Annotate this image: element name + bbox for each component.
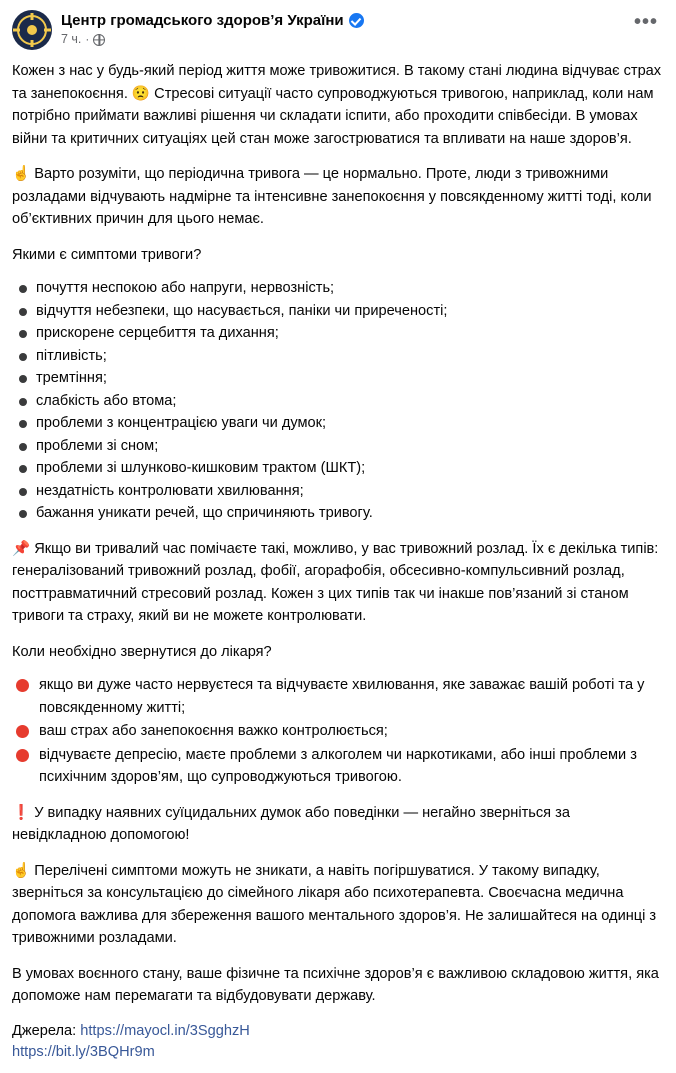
source-link-2[interactable]: https://bit.ly/3BQHr9m [12, 1043, 155, 1060]
list-item: прискорене серцебиття та дихання; [12, 322, 664, 345]
avatar[interactable] [12, 10, 52, 50]
list-item: почуття неспокою або напруги, нервозність; [12, 277, 664, 300]
post-question-doctor: Коли необхідно звернутися до лікаря? [12, 643, 272, 660]
page-name[interactable] [61, 11, 364, 30]
post-paragraph-emergency-warning: ❗ У випадку наявних суїцидальних думок або поведінки — негайно зверніться за невідкладною допомогою! [12, 804, 570, 843]
post-paragraph-intro: Кожен з нас у будь-який період життя може тривожитися. В такому стані людина відчуває страх та занепокоєння. 😟 Стресові ситуації часто супроводжуються тривогою, наприклад, коли нам потрібно приймати важливі рішення чи складати іспити, або проходити співбесіди. В умовах війни та критичних ситуаціях цей стан може загострюватися та впливати на наше здоров’я. [12, 63, 662, 147]
post-body [0, 54, 676, 1073]
list-item: якщо ви дуже часто нервуєтеся та відчуваєте хвилювання, яке заважає вашій роботі та у повсякденному житті; [12, 674, 664, 719]
symptoms-list [12, 277, 664, 525]
list-item: проблеми зі шлунково-кишковим трактом (ШКТ); [12, 457, 664, 480]
warning-signs-list [12, 674, 664, 789]
post-header [0, 0, 676, 54]
list-item: проблеми з концентрацією уваги чи думок; [12, 412, 664, 435]
post-paragraph-normal-anxiety: ☝ Варто розуміти, що періодична тривога — це нормально. Проте, люди з тривожними розладами відчувають надмірне та інтенсивне занепокоєння у повсякденному житті тоді, коли об’єктивних причин для цього немає. [12, 166, 652, 227]
meta-separator: · [85, 32, 90, 46]
source-link-1[interactable]: https://mayocl.in/3SgghzH [80, 1022, 250, 1039]
list-item: проблеми зі сном; [12, 435, 664, 458]
post-meta [61, 31, 364, 48]
sources-label: Джерела: [12, 1022, 77, 1039]
post-timestamp[interactable]: 7 ч. [61, 32, 82, 46]
list-item: ваш страх або занепокоєння важко контролюється; [12, 720, 664, 743]
post-paragraph-closing: В умовах воєнного стану, ваше фізичне та психічне здоров’я є важливою складовою життя, яка допоможе нам перемагати та відбудовувати державу. [12, 965, 659, 1004]
list-item: тремтіння; [12, 367, 664, 390]
post-paragraph-disorder-types: 📌 Якщо ви тривалий час помічаєте такі, можливо, у вас тривожний розлад. Їх є декілька типів: генералізований тривожний розлад, фобії, агорафобія, обсесивно-компульсивний розлад, посттравматичний стресовий розлад. Кожен з цих типів так чи інакше пов’язаний зі станом тривоги та страху, який ви не можете контролювати. [12, 540, 659, 624]
sources-block [12, 1021, 664, 1063]
list-item: слабкість або втома; [12, 390, 664, 413]
verified-badge-icon [349, 13, 364, 28]
list-item: нездатність контролювати хвилювання; [12, 480, 664, 503]
globe-icon [93, 34, 105, 46]
list-item: відчуття небезпеки, що насувається, паніки чи приреченості; [12, 300, 664, 323]
post-header-text [61, 10, 364, 48]
list-item: бажання уникати речей, що спричиняють тривогу. [12, 502, 664, 525]
more-options-button[interactable]: ••• [633, 11, 658, 33]
post-paragraph-advice: ☝ Перелічені симптоми можуть не зникати, а навіть погіршуватися. У такому випадку, зверніться за консультацією до сімейного лікаря або психотерапевта. Своєчасна медична допомога важлива для збереження вашого ментального здоров’я. Не залишайтеся на одинці з тривожними розладами. [12, 862, 657, 946]
list-item: пітливість; [12, 345, 664, 368]
post-question-symptoms: Якими є симптоми тривоги? [12, 246, 202, 263]
page-name-label: Центр громадського здоров’я України [61, 12, 344, 29]
list-item: відчуваєте депресію, маєте проблеми з алкоголем чи наркотиками, або інші проблеми з психічним здоров’ям, що супроводжуються тривогою. [12, 744, 664, 789]
